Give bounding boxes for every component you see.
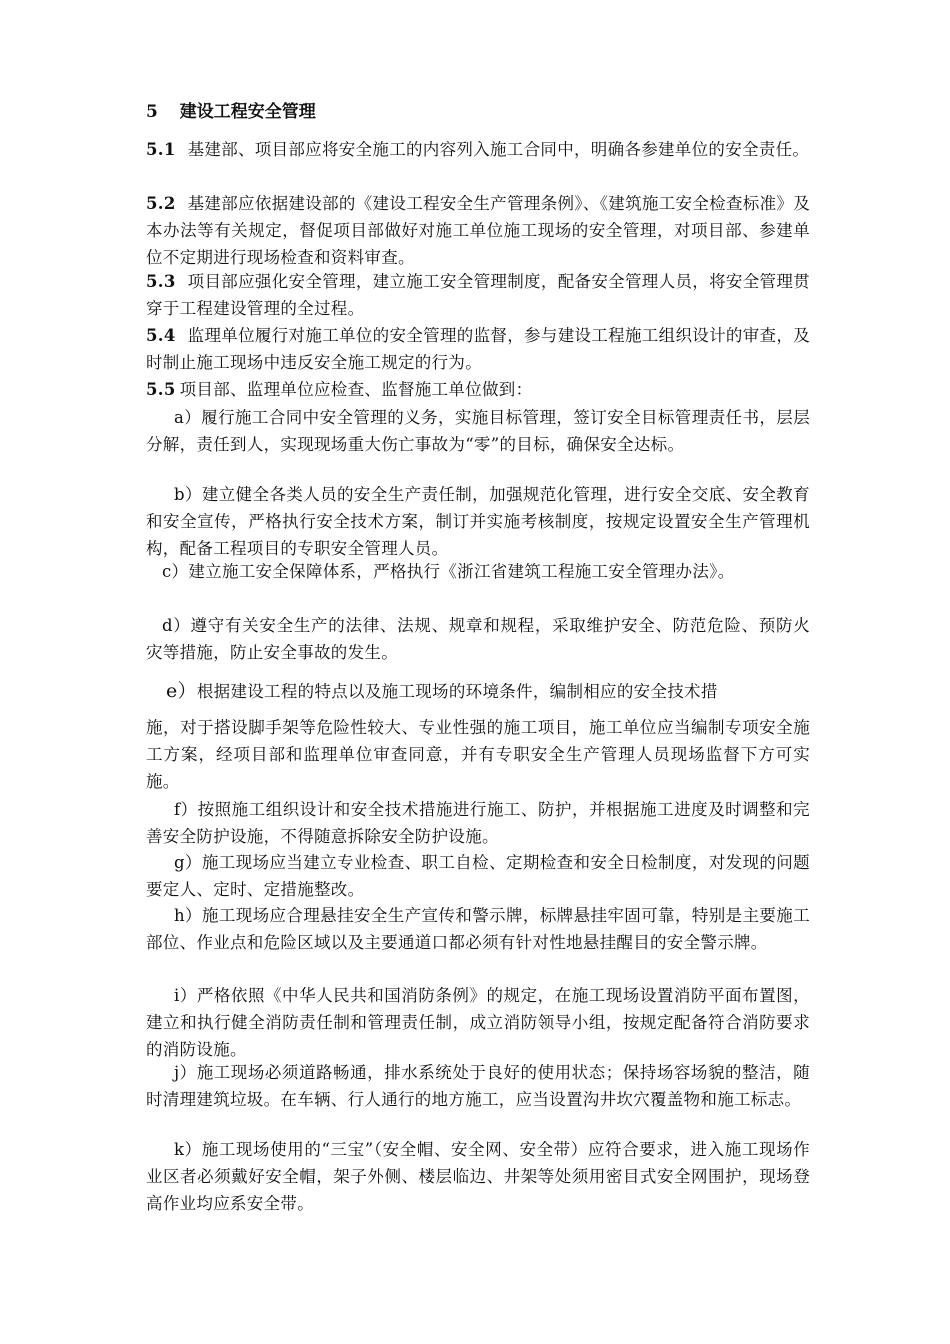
- item-label: b）: [174, 485, 202, 504]
- item-text: 根据建设工程的特点以及施工现场的环境条件，编制相应的安全技术措: [196, 682, 718, 701]
- clause-text: 基建部、项目部应将安全施工的内容列入施工合同中，明确各参建单位的安全责任。: [187, 140, 810, 159]
- item-text: 施，对于搭设脚手架等危险性较大、专业性强的施工项目，施工单位应当编制专项安全施工方案，经项目部和监理单位审查同意，并有专职安全生产管理人员现场监督下方可实施。: [146, 718, 810, 791]
- item-label: g）: [174, 853, 202, 872]
- clause-number: 5.5: [146, 380, 176, 399]
- section-number: 5: [146, 102, 158, 122]
- list-item-j: [146, 1059, 810, 1113]
- item-text: 履行施工合同中安全管理的义务，实施目标管理，签订安全目标管理责任书，层层分解，责任到人，实现现场重大伤亡事故为“零”的目标，确保安全达标。: [146, 408, 810, 454]
- item-text: 建立健全各类人员的安全生产责任制，加强规范化管理，进行安全交底、安全教育和安全宣传，严格执行安全技术方案，制订并实施考核制度，按规定设置安全生产管理机构，配备工程项目的专职安全管理人员。: [146, 485, 810, 558]
- item-text: 按照施工组织设计和安全技术措施进行施工、防护，并根据施工进度及时调整和完善安全防护设施，不得随意拆除安全防护设施。: [146, 800, 810, 846]
- item-text: 施工现场使用的“三宝”（安全帽、安全网、安全带）应符合要求，进入施工现场作业区者必须戴好安全帽，架子外侧、楼层临边、井架等处须用密目式安全网围护，现场登高作业均应系安全带。: [146, 1140, 810, 1213]
- item-text: 施工现场应当建立专业检查、职工自检、定期检查和安全日检制度，对发现的问题要定人、定时、定措施整改。: [146, 853, 810, 899]
- clause-5-2: [146, 190, 810, 271]
- item-label: k）: [174, 1140, 202, 1159]
- clause-number: 5.4: [146, 326, 176, 345]
- list-item-f: [146, 796, 810, 850]
- list-item-g: [146, 849, 810, 903]
- list-item-i: [146, 982, 810, 1063]
- item-text: 严格依照《中华人民共和国消防条例》的规定，在施工现场设置消防平面布置图，建立和执行健全消防责任制和管理责任制，成立消防领导小组，按规定配备符合消防要求的消防设施。: [146, 986, 810, 1059]
- list-item-k: [146, 1136, 810, 1217]
- list-item-e-rest: [146, 714, 810, 795]
- item-text: 施工现场必须道路畅通，排水系统处于良好的使用状态；保持场容场貌的整洁，随时清理建筑垃圾。在车辆、行人通行的地方施工，应当设置沟井坎穴覆盖物和施工标志。: [146, 1063, 810, 1109]
- list-item-b: [146, 481, 810, 562]
- clause-text: 项目部应强化安全管理，建立施工安全管理制度，配备安全管理人员，将安全管理贯穿于工程建设管理的全过程。: [146, 272, 810, 318]
- list-item-d: [146, 612, 810, 666]
- item-label: i）: [174, 986, 197, 1005]
- section-heading: [146, 100, 316, 124]
- clause-5-5: [146, 376, 810, 403]
- item-label: j）: [174, 1063, 197, 1082]
- item-text: 遵守有关安全生产的法律、法规、规章和规程，采取维护安全、防范危险、预防火灾等措施，防止安全事故的发生。: [146, 616, 810, 662]
- clause-number: 5.2: [146, 194, 176, 213]
- clause-number: 5.3: [146, 272, 176, 291]
- item-text: 建立施工安全保障体系，严格执行《浙江省建筑工程施工安全管理办法》。: [188, 562, 735, 581]
- clause-number: 5.1: [146, 140, 176, 159]
- list-item-c: [146, 558, 810, 585]
- item-label: f）: [174, 800, 198, 819]
- clause-5-1: [146, 136, 810, 163]
- clause-5-4: [146, 322, 810, 376]
- item-label: d）: [162, 616, 191, 635]
- clause-5-3: [146, 268, 810, 322]
- item-label: h）: [174, 906, 202, 925]
- item-label: c）: [162, 562, 189, 581]
- list-item-h: [146, 902, 810, 956]
- clause-text: 项目部、监理单位应检查、监督施工单位做到：: [179, 380, 533, 399]
- item-label: a）: [174, 408, 202, 427]
- list-item-e-first-line: [146, 678, 810, 705]
- item-text: 施工现场应合理悬挂安全生产宣传和警示牌，标牌悬挂牢固可靠，特别是主要施工部位、作业点和危险区域以及主要通道口都必须有针对性地悬挂醒目的安全警示牌。: [146, 906, 810, 952]
- item-label: e）: [166, 680, 197, 702]
- clause-text: 监理单位履行对施工单位的安全管理的监督，参与建设工程施工组织设计的审查，及时制止施工现场中违反安全施工规定的行为。: [146, 326, 810, 372]
- clause-text: 基建部应依据建设部的《建设工程安全生产管理条例》、《建筑施工安全检查标准》及本办法等有关规定，督促项目部做好对施工单位施工现场的安全管理，对项目部、参建单位不定期进行现场检查和资料审查。: [146, 194, 810, 267]
- list-item-a: [146, 404, 810, 458]
- section-title: 建设工程安全管理: [179, 102, 316, 122]
